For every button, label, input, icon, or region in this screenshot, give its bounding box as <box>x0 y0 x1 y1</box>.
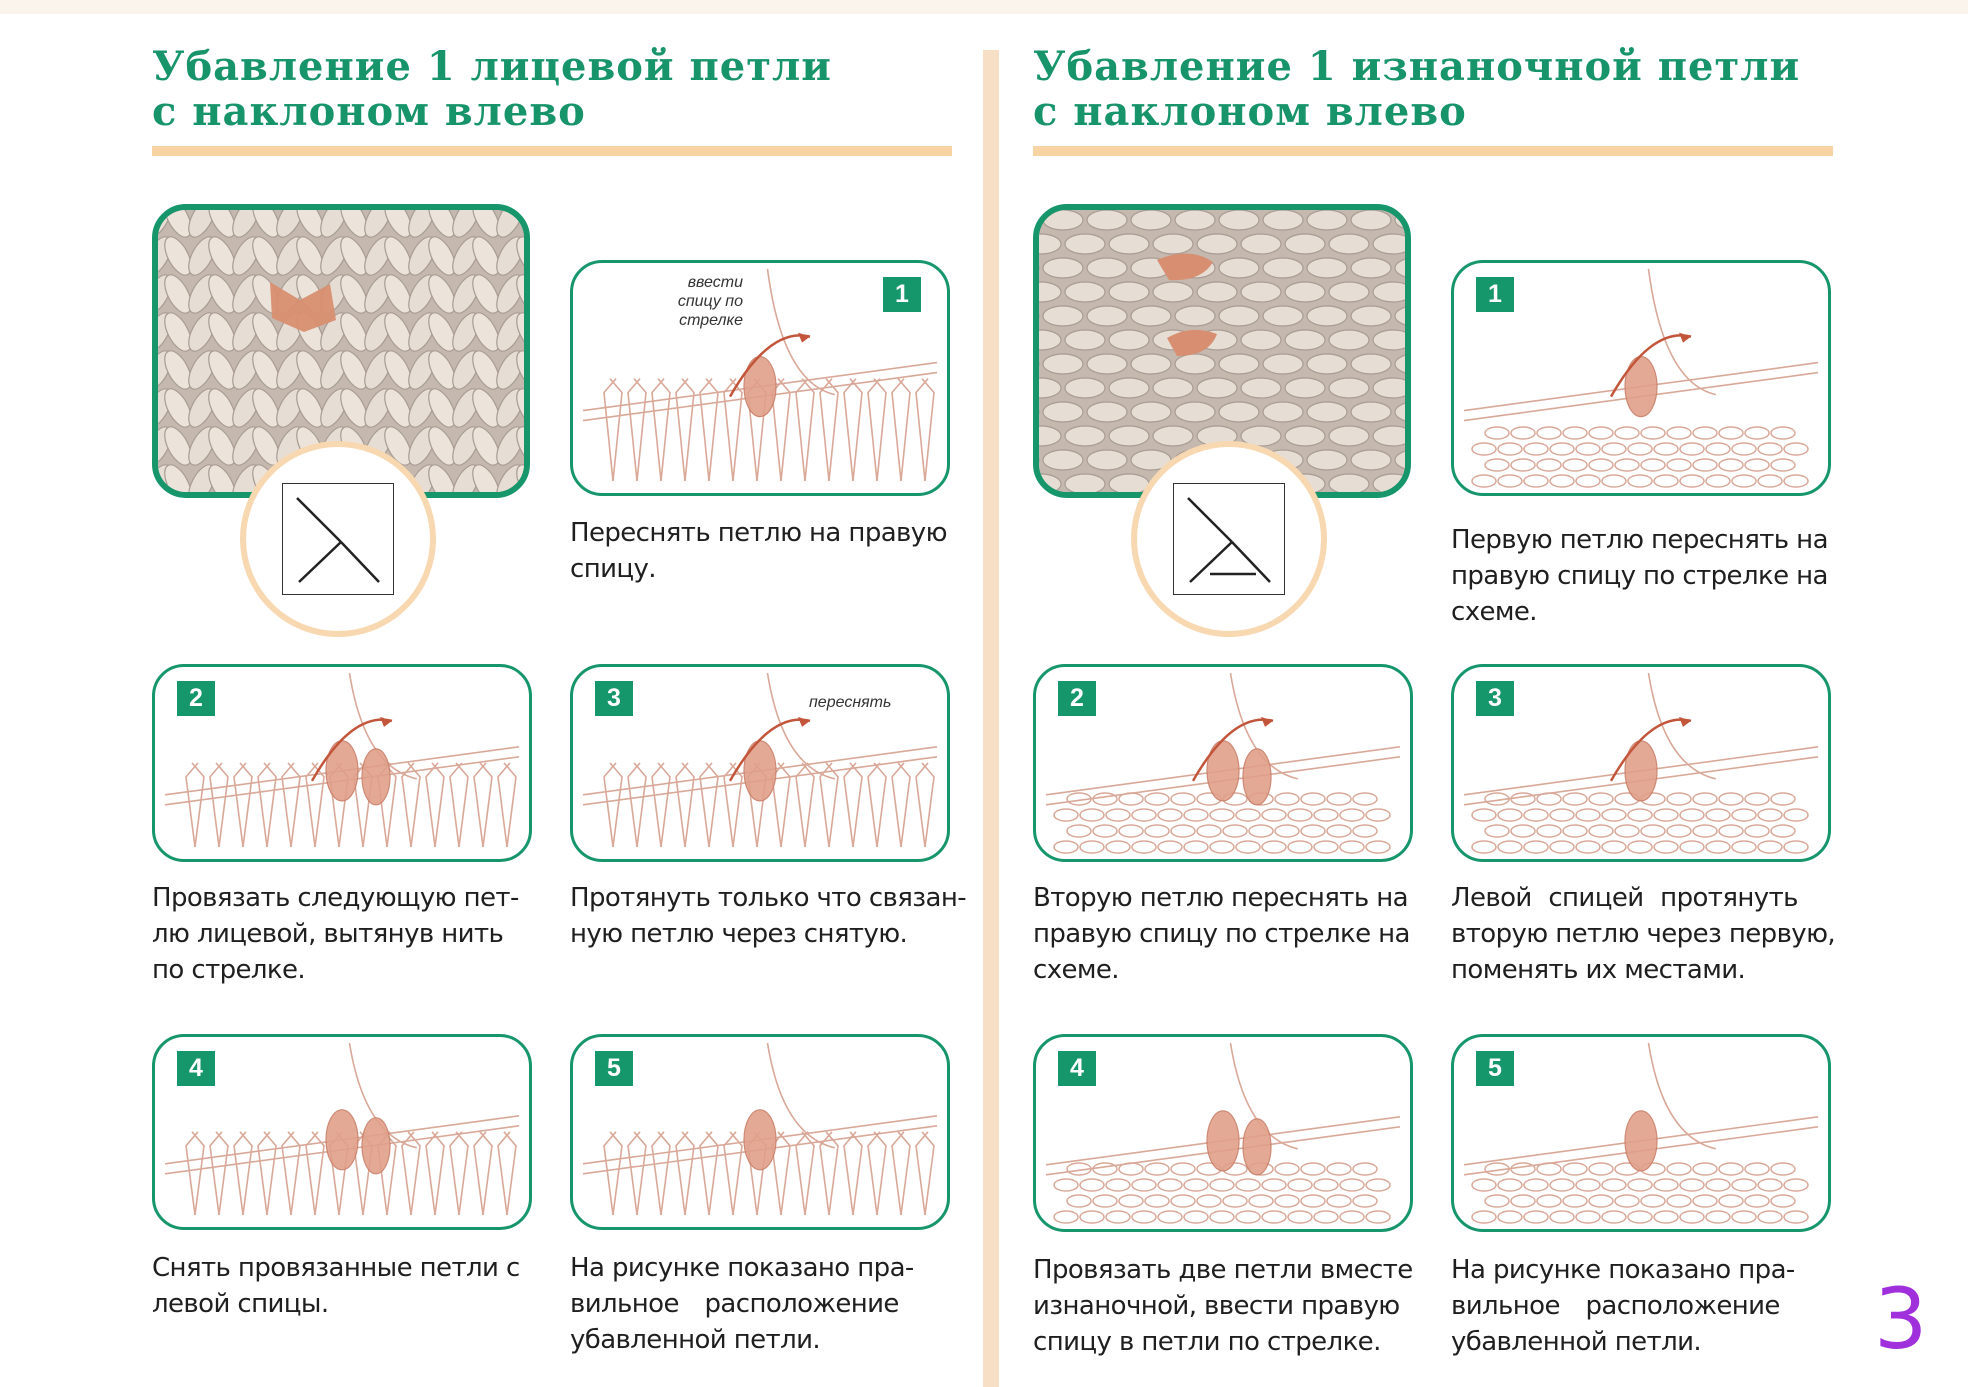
left-step-1-text <box>570 515 954 587</box>
highlighted-loop <box>730 333 810 417</box>
left-heading-line1: Убавление 1 лицевой петли <box>152 43 832 90</box>
text-line: схеме. <box>1033 955 1119 985</box>
left-step-5-number: 5 <box>595 1051 633 1086</box>
left-heading-line2: с наклоном влево <box>152 88 586 135</box>
text-line: убавленной петли. <box>570 1325 821 1355</box>
left-step-3-annotation <box>809 693 891 712</box>
right-step-4-illustration <box>1033 1034 1413 1232</box>
highlighted-loop <box>1611 717 1691 801</box>
left-step-4-number: 4 <box>177 1051 215 1086</box>
left-step-1-number: 1 <box>883 277 921 312</box>
right-heading-line2: с наклоном влево <box>1033 88 1467 135</box>
text-line: Провязать следующую пет- <box>152 883 519 913</box>
stitch-lines <box>1472 793 1808 853</box>
right-step-5-number: 5 <box>1476 1051 1514 1086</box>
left-step-5-text <box>570 1250 954 1358</box>
left-slant-purl-decrease-symbol-icon <box>1173 483 1285 595</box>
text-line: Первую петлю переснять на <box>1451 525 1828 555</box>
right-step-3-text <box>1451 880 1835 988</box>
highlighted-loop <box>1625 1111 1657 1171</box>
text-line: спицу. <box>570 554 656 584</box>
left-step-2-illustration <box>152 664 532 862</box>
text-line: На рисунке показано пра- <box>570 1253 914 1283</box>
text-line: Снять провязанные петли с <box>152 1253 520 1283</box>
highlighted-loop <box>744 1110 776 1170</box>
text-line: лю лицевой, вытянув нить <box>152 919 504 949</box>
left-step-4-text <box>152 1250 536 1322</box>
right-heading-line1: Убавление 1 изнаночной петли <box>1033 43 1801 90</box>
left-symbol-medal <box>240 441 436 637</box>
left-step-4-illustration <box>152 1034 532 1230</box>
highlighted-loop <box>326 1110 390 1174</box>
text-line: убавленной петли. <box>1451 1327 1702 1357</box>
text-line: поменять их местами. <box>1451 955 1746 985</box>
text-line: изнаночной, ввести правую <box>1033 1291 1400 1321</box>
text-line: Протянуть только что связан- <box>570 883 967 913</box>
text-line: вильное расположение <box>570 1289 899 1319</box>
text-line: левой спицы. <box>152 1289 329 1319</box>
annotation-line: переснять <box>809 694 892 711</box>
right-step-1-number: 1 <box>1476 277 1514 312</box>
stitch-lines <box>1054 1163 1390 1223</box>
right-column <box>1033 0 1836 1387</box>
right-step-1-illustration <box>1451 260 1831 496</box>
left-step-2-text <box>152 880 536 988</box>
right-step-5-text <box>1451 1252 1835 1360</box>
highlighted-loop <box>312 717 392 805</box>
highlighted-loop <box>1207 1111 1271 1175</box>
annotation-line: ввести <box>687 274 743 291</box>
right-step-3-illustration <box>1451 664 1831 862</box>
right-step-4-number: 4 <box>1058 1051 1096 1086</box>
text-line: по стрелке. <box>152 955 306 985</box>
left-step-3-text <box>570 880 967 952</box>
stitch-lines <box>1054 793 1390 853</box>
text-line: ную петлю через снятую. <box>570 919 908 949</box>
highlighted-loop <box>1193 717 1273 805</box>
right-step-3-number: 3 <box>1476 681 1514 716</box>
page-number: 3 <box>1874 1270 1928 1368</box>
right-step-1-text <box>1451 522 1835 630</box>
right-step-5-illustration <box>1451 1034 1831 1232</box>
right-heading-rule <box>1033 146 1833 156</box>
right-step-2-text <box>1033 880 1417 988</box>
left-step-1-annotation <box>678 273 743 330</box>
left-step-3-number: 3 <box>595 681 633 716</box>
left-step-1-illustration <box>570 260 950 496</box>
right-step-2-illustration <box>1033 664 1413 862</box>
annotation-line: спицу по <box>677 293 743 310</box>
left-heading-rule <box>152 146 952 156</box>
stitch-lines <box>1472 427 1808 487</box>
text-line: Переснять петлю на правую <box>570 518 947 548</box>
right-step-2-number: 2 <box>1058 681 1096 716</box>
right-heading <box>1033 44 1833 134</box>
column-divider <box>983 50 999 1387</box>
text-line: Провязать две петли вместе <box>1033 1255 1413 1285</box>
annotation-line: стрелке <box>679 312 743 329</box>
text-line: Вторую петлю переснять на <box>1033 883 1408 913</box>
text-line: правую спицу по стрелке на <box>1033 919 1410 949</box>
text-line: правую спицу по стрелке на <box>1451 561 1828 591</box>
highlighted-loop <box>1611 333 1691 417</box>
left-slant-decrease-symbol-icon <box>282 483 394 595</box>
right-symbol-medal <box>1131 441 1327 637</box>
text-line: На рисунке показано пра- <box>1451 1255 1795 1285</box>
left-step-3-illustration <box>570 664 950 862</box>
text-line: схеме. <box>1451 597 1537 627</box>
text-line: Левой спицей протянуть <box>1451 883 1798 913</box>
text-line: спицу в петли по стрелке. <box>1033 1327 1381 1357</box>
left-heading <box>152 44 952 134</box>
stitch-lines <box>1472 1163 1808 1223</box>
text-line: вильное расположение <box>1451 1291 1780 1321</box>
left-column <box>152 0 967 1387</box>
left-step-2-number: 2 <box>177 681 215 716</box>
left-step-5-illustration <box>570 1034 950 1230</box>
right-step-4-text <box>1033 1252 1417 1360</box>
text-line: вторую петлю через первую, <box>1451 919 1836 949</box>
